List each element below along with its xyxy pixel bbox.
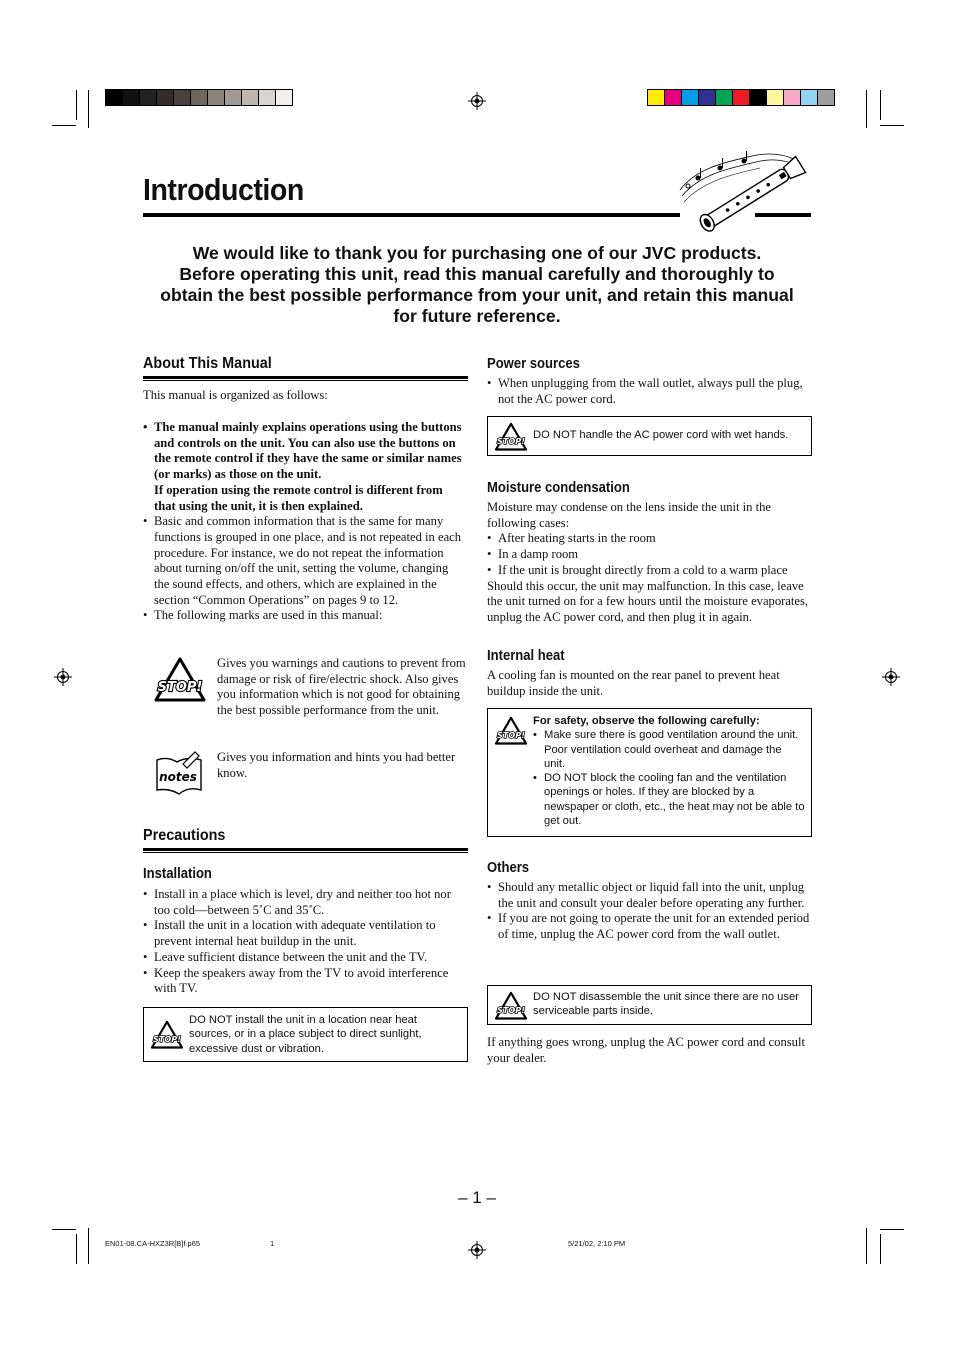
subheading-internal-heat: Internal heat [487, 648, 565, 664]
list-item: • The following marks are used in this manual: [143, 608, 464, 624]
svg-text:STOP!: STOP! [497, 1004, 525, 1015]
color-swatch [258, 89, 276, 106]
color-swatch [105, 89, 123, 106]
color-swatch [275, 89, 293, 106]
color-swatch [173, 89, 191, 106]
warning-title: For safety, observe the following carefully: [533, 715, 760, 727]
color-swatch [715, 89, 733, 106]
color-swatch [783, 89, 801, 106]
lead-line: Before operating this unit, read this manual carefully and thoroughly to [179, 264, 775, 284]
list-item: • Leave sufficient distance between the unit and the TV. [143, 950, 464, 966]
list-item: • After heating starts in the room [487, 531, 813, 547]
color-swatch-bar [648, 89, 835, 106]
color-swatch [241, 89, 259, 106]
warning-content [533, 714, 805, 828]
closing-text: If anything goes wrong, unplug the AC power cord and consult your dealer. [487, 1035, 805, 1065]
stop-warning-icon [494, 422, 528, 452]
subheading-others: Others [487, 860, 530, 876]
subheading-power-sources: Power sources [487, 356, 580, 372]
page-title: Introduction [143, 172, 304, 207]
warning-text: DO NOT disassemble the unit since there are no user serviceable parts inside. [533, 991, 799, 1018]
section-rule [143, 848, 468, 853]
about-bullets [143, 420, 464, 624]
section-heading-precautions: Precautions [143, 827, 226, 844]
color-swatch [698, 89, 716, 106]
color-swatch [207, 89, 225, 106]
subheading-installation: Installation [143, 866, 212, 882]
stop-warning-icon [150, 1020, 184, 1050]
moisture-body [487, 500, 813, 626]
heat-warning-box [487, 708, 812, 837]
color-swatch [156, 89, 174, 106]
registration-mark-icon [882, 668, 900, 686]
stop-warning-icon [494, 991, 528, 1021]
warning-text: DO NOT install the unit in a location near heat sources, or in a place subject to direct sunlight, excessive dust or vibration. [189, 1014, 422, 1055]
list-item: • In a damp room [487, 547, 813, 563]
color-swatch [732, 89, 750, 106]
registration-mark-icon [468, 92, 486, 110]
notes-icon [153, 750, 207, 798]
footer-page: 1 [270, 1239, 275, 1248]
footer-date: 5/21/02, 2:10 PM [568, 1239, 626, 1248]
heat-intro: A cooling fan is mounted on the rear panel to prevent heat buildup inside the unit. [487, 668, 780, 698]
svg-text:STOP!: STOP! [497, 435, 525, 446]
color-swatch [190, 89, 208, 106]
power-warning-box [487, 416, 812, 456]
color-swatch [800, 89, 818, 106]
registration-mark-icon [468, 1241, 486, 1259]
recorder-illustration-icon [676, 148, 816, 232]
list-item: • When unplugging from the wall outlet, always pull the plug, not the AC power cord. [487, 376, 811, 407]
power-bullets [487, 376, 811, 407]
list-item: • Install in a place which is level, dry and neither too hot nor too cold—between 5˚C and 35˚C. [143, 887, 464, 918]
others-bullets [487, 880, 811, 943]
lead-line: We would like to thank you for purchasing one of our JVC products. [192, 243, 762, 263]
color-swatch [817, 89, 835, 106]
subheading-moisture-condensation: Moisture condensation [487, 480, 630, 496]
page-number: – 1 – [458, 1188, 496, 1207]
list-item: • Make sure there is good ventilation around the unit. Poor ventilation could overheat and damage the unit. [533, 728, 805, 771]
color-swatch [681, 89, 699, 106]
moisture-outro: Should this occur, the unit may malfunction. In this case, leave the unit turned on for a few hours until the moisture evaporates, unplug the AC power cord, and then plug it in again. [487, 578, 809, 624]
installation-bullets [143, 887, 464, 997]
list-item: • If the unit is brought directly from a cold to a warm place [487, 563, 813, 579]
title-rule [143, 213, 680, 217]
color-swatch [122, 89, 140, 106]
notes-icon-text: notes [159, 770, 197, 784]
section-heading-about: About This Manual [143, 355, 272, 372]
svg-text:STOP!: STOP! [497, 729, 525, 740]
color-swatch [139, 89, 157, 106]
grayscale-swatch-bar [106, 89, 293, 106]
list-item: • Keep the speakers away from the TV to avoid interference with TV. [143, 966, 464, 997]
about-intro: This manual is organized as follows: [143, 388, 328, 402]
stop-warning-icon [153, 656, 207, 704]
registration-mark-icon [54, 668, 72, 686]
list-item: • Install the unit in a location with adequate ventilation to prevent internal heat buildup in the unit. [143, 918, 464, 949]
list-item: • Basic and common information that is the same for many functions is grouped in one place, and is not repeated in each procedure. For instance, we do not repeat the information about turning on/off the unit, setting the volume, changing the sound effects, and others, which are explained in the section “Common Operations” on pages 9 to 12. [143, 514, 464, 608]
color-swatch [749, 89, 767, 106]
color-swatch [647, 89, 665, 106]
warning-text: DO NOT handle the AC power cord with wet hands. [533, 429, 789, 441]
list-item: • DO NOT block the cooling fan and the ventilation openings or holes. If they are blocked by a newspaper or cloth, etc., the heat may not be able to get out. [533, 771, 805, 828]
moisture-intro: Moisture may condense on the lens inside the unit in the following cases: [487, 500, 772, 530]
stop-icon-text: STOP! [157, 680, 203, 695]
footer-filename: EN01-08.CA-HXZ3R[B]f.p65 [105, 1239, 201, 1248]
stop-mark-description: Gives you warnings and cautions to prevent from damage or risk of fire/electric shock. Also gives you information which is not good for obtaining the best possible performance from the unit. [217, 656, 466, 718]
color-swatch [766, 89, 784, 106]
color-swatch [224, 89, 242, 106]
installation-warning-box [143, 1007, 468, 1062]
list-item: • If you are not going to operate the unit for an extended period of time, unplug the AC power cord from the wall outlet. [487, 911, 811, 942]
lead-line: for future reference. [393, 306, 561, 326]
color-swatch [664, 89, 682, 106]
list-item: • The manual mainly explains operations using the buttons and controls on the unit. You can also use the buttons on the remote control if they have the same or similar names (or marks) as those on the unit. If operation using the remote control is different from that using the unit, it is then explained. [143, 420, 464, 514]
stop-warning-icon [494, 716, 528, 746]
section-rule [143, 376, 468, 381]
lead-paragraph [143, 243, 811, 327]
notes-mark-description: Gives you information and hints you had better know. [217, 750, 456, 780]
lead-line: obtain the best possible performance from your unit, and retain this manual [160, 285, 794, 305]
list-item: • Should any metallic object or liquid fall into the unit, unplug the unit and consult your dealer before operating any further. [487, 880, 811, 911]
svg-text:STOP!: STOP! [153, 1033, 181, 1044]
others-warning-box [487, 985, 812, 1025]
